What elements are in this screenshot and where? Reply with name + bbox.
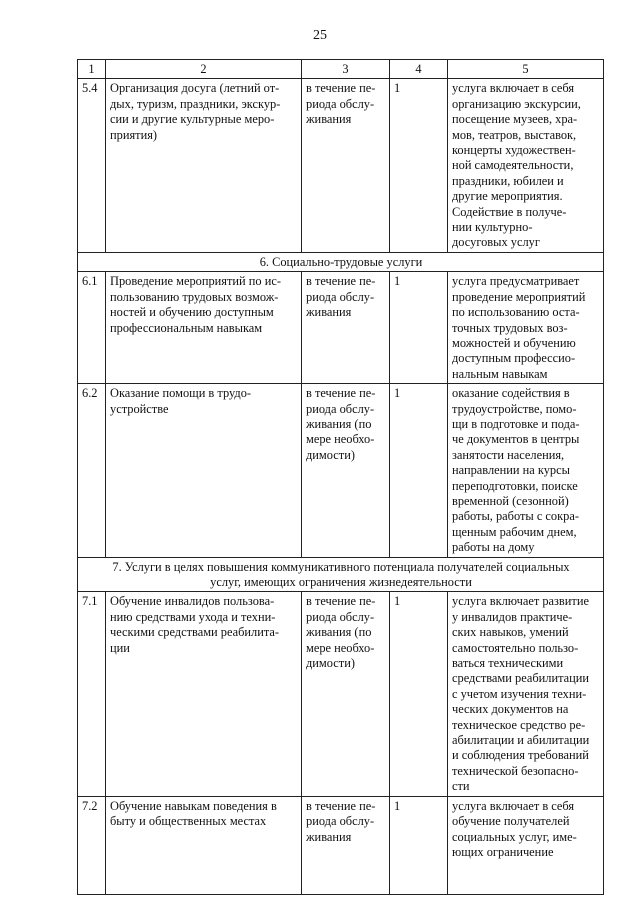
section-title-6: 6. Социально-трудовые услуги — [78, 252, 604, 271]
header-col-2: 2 — [106, 60, 302, 79]
service-name: Оказание помощи в трудо- устройстве — [106, 384, 302, 557]
row-number: 5.4 — [78, 79, 106, 252]
service-name: Обучение инвалидов пользова- нию средствами ухода и техни- ческими средствами реабилита- ции — [106, 592, 302, 796]
header-col-5: 5 — [448, 60, 604, 79]
service-description: услуга включает в себя обучение получателей социальных услуг, име- ющих ограничение — [448, 796, 604, 894]
service-period: в течение пе- риода обслу- живания (по мере необхо- димости) — [302, 384, 390, 557]
service-description: услуга включает развитие у инвалидов практиче- ских навыков, умений самостоятельно пользо- ваться техническими средствами реабилитации с учетом изучения техни- ческих документов на техническое средство ре- абилитации и абилитации и соблюдения требований технической безопасно- сти — [448, 592, 604, 796]
table-row — [78, 796, 604, 894]
header-col-3: 3 — [302, 60, 390, 79]
row-number: 6.2 — [78, 384, 106, 557]
section-title-7: 7. Услуги в целях повышения коммуникативного потенциала получателей социальных услуг, имеющих ограничения жизнедеятельности — [78, 557, 604, 592]
service-name: Проведение мероприятий по ис- пользованию трудовых возмож- ностей и обучению доступным профессиональным навыкам — [106, 272, 302, 384]
services-table — [77, 59, 604, 895]
service-period: в течение пе- риода обслу- живания — [302, 79, 390, 252]
table-row — [78, 592, 604, 796]
service-description: оказание содействия в трудоустройстве, помо- щи в подготовке и пода- че документов в центры занятости населения, направлении на курсы переподготовки, поиске временной (сезонной) работы, работы с сокра- щенным рабочим днем, работы на дому — [448, 384, 604, 557]
service-norm: 1 — [390, 384, 448, 557]
service-description: услуга предусматривает проведение мероприятий по использованию оста- точных трудовых воз- можностей и обучению доступным профессио- нальным навыкам — [448, 272, 604, 384]
service-period: в течение пе- риода обслу- живания (по мере необхо- димости) — [302, 592, 390, 796]
table-row — [78, 384, 604, 557]
table-row — [78, 79, 604, 252]
service-norm: 1 — [390, 592, 448, 796]
service-norm: 1 — [390, 796, 448, 894]
row-number: 6.1 — [78, 272, 106, 384]
page-number: 25 — [313, 28, 327, 43]
service-name: Обучение навыкам поведения в быту и общественных местах — [106, 796, 302, 894]
section-row — [78, 252, 604, 271]
row-number: 7.1 — [78, 592, 106, 796]
service-period: в течение пе- риода обслу- живания — [302, 272, 390, 384]
header-col-1: 1 — [78, 60, 106, 79]
service-name: Организация досуга (летний от- дых, туризм, праздники, экскур- сии и другие культурные меро- приятия) — [106, 79, 302, 252]
table-row — [78, 272, 604, 384]
table-header-row — [78, 60, 604, 79]
row-number: 7.2 — [78, 796, 106, 894]
service-description: услуга включает в себя организацию экскурсии, посещение музеев, хра- мов, театров, выставок, концерты художествен- ной самодеятельности, праздники, юбилеи и другие мероприятия. Содействие в получе- нии культурно- досуговых услуг — [448, 79, 604, 252]
section-row — [78, 557, 604, 592]
service-norm: 1 — [390, 272, 448, 384]
service-norm: 1 — [390, 79, 448, 252]
service-period: в течение пе- риода обслу- живания — [302, 796, 390, 894]
header-col-4: 4 — [390, 60, 448, 79]
